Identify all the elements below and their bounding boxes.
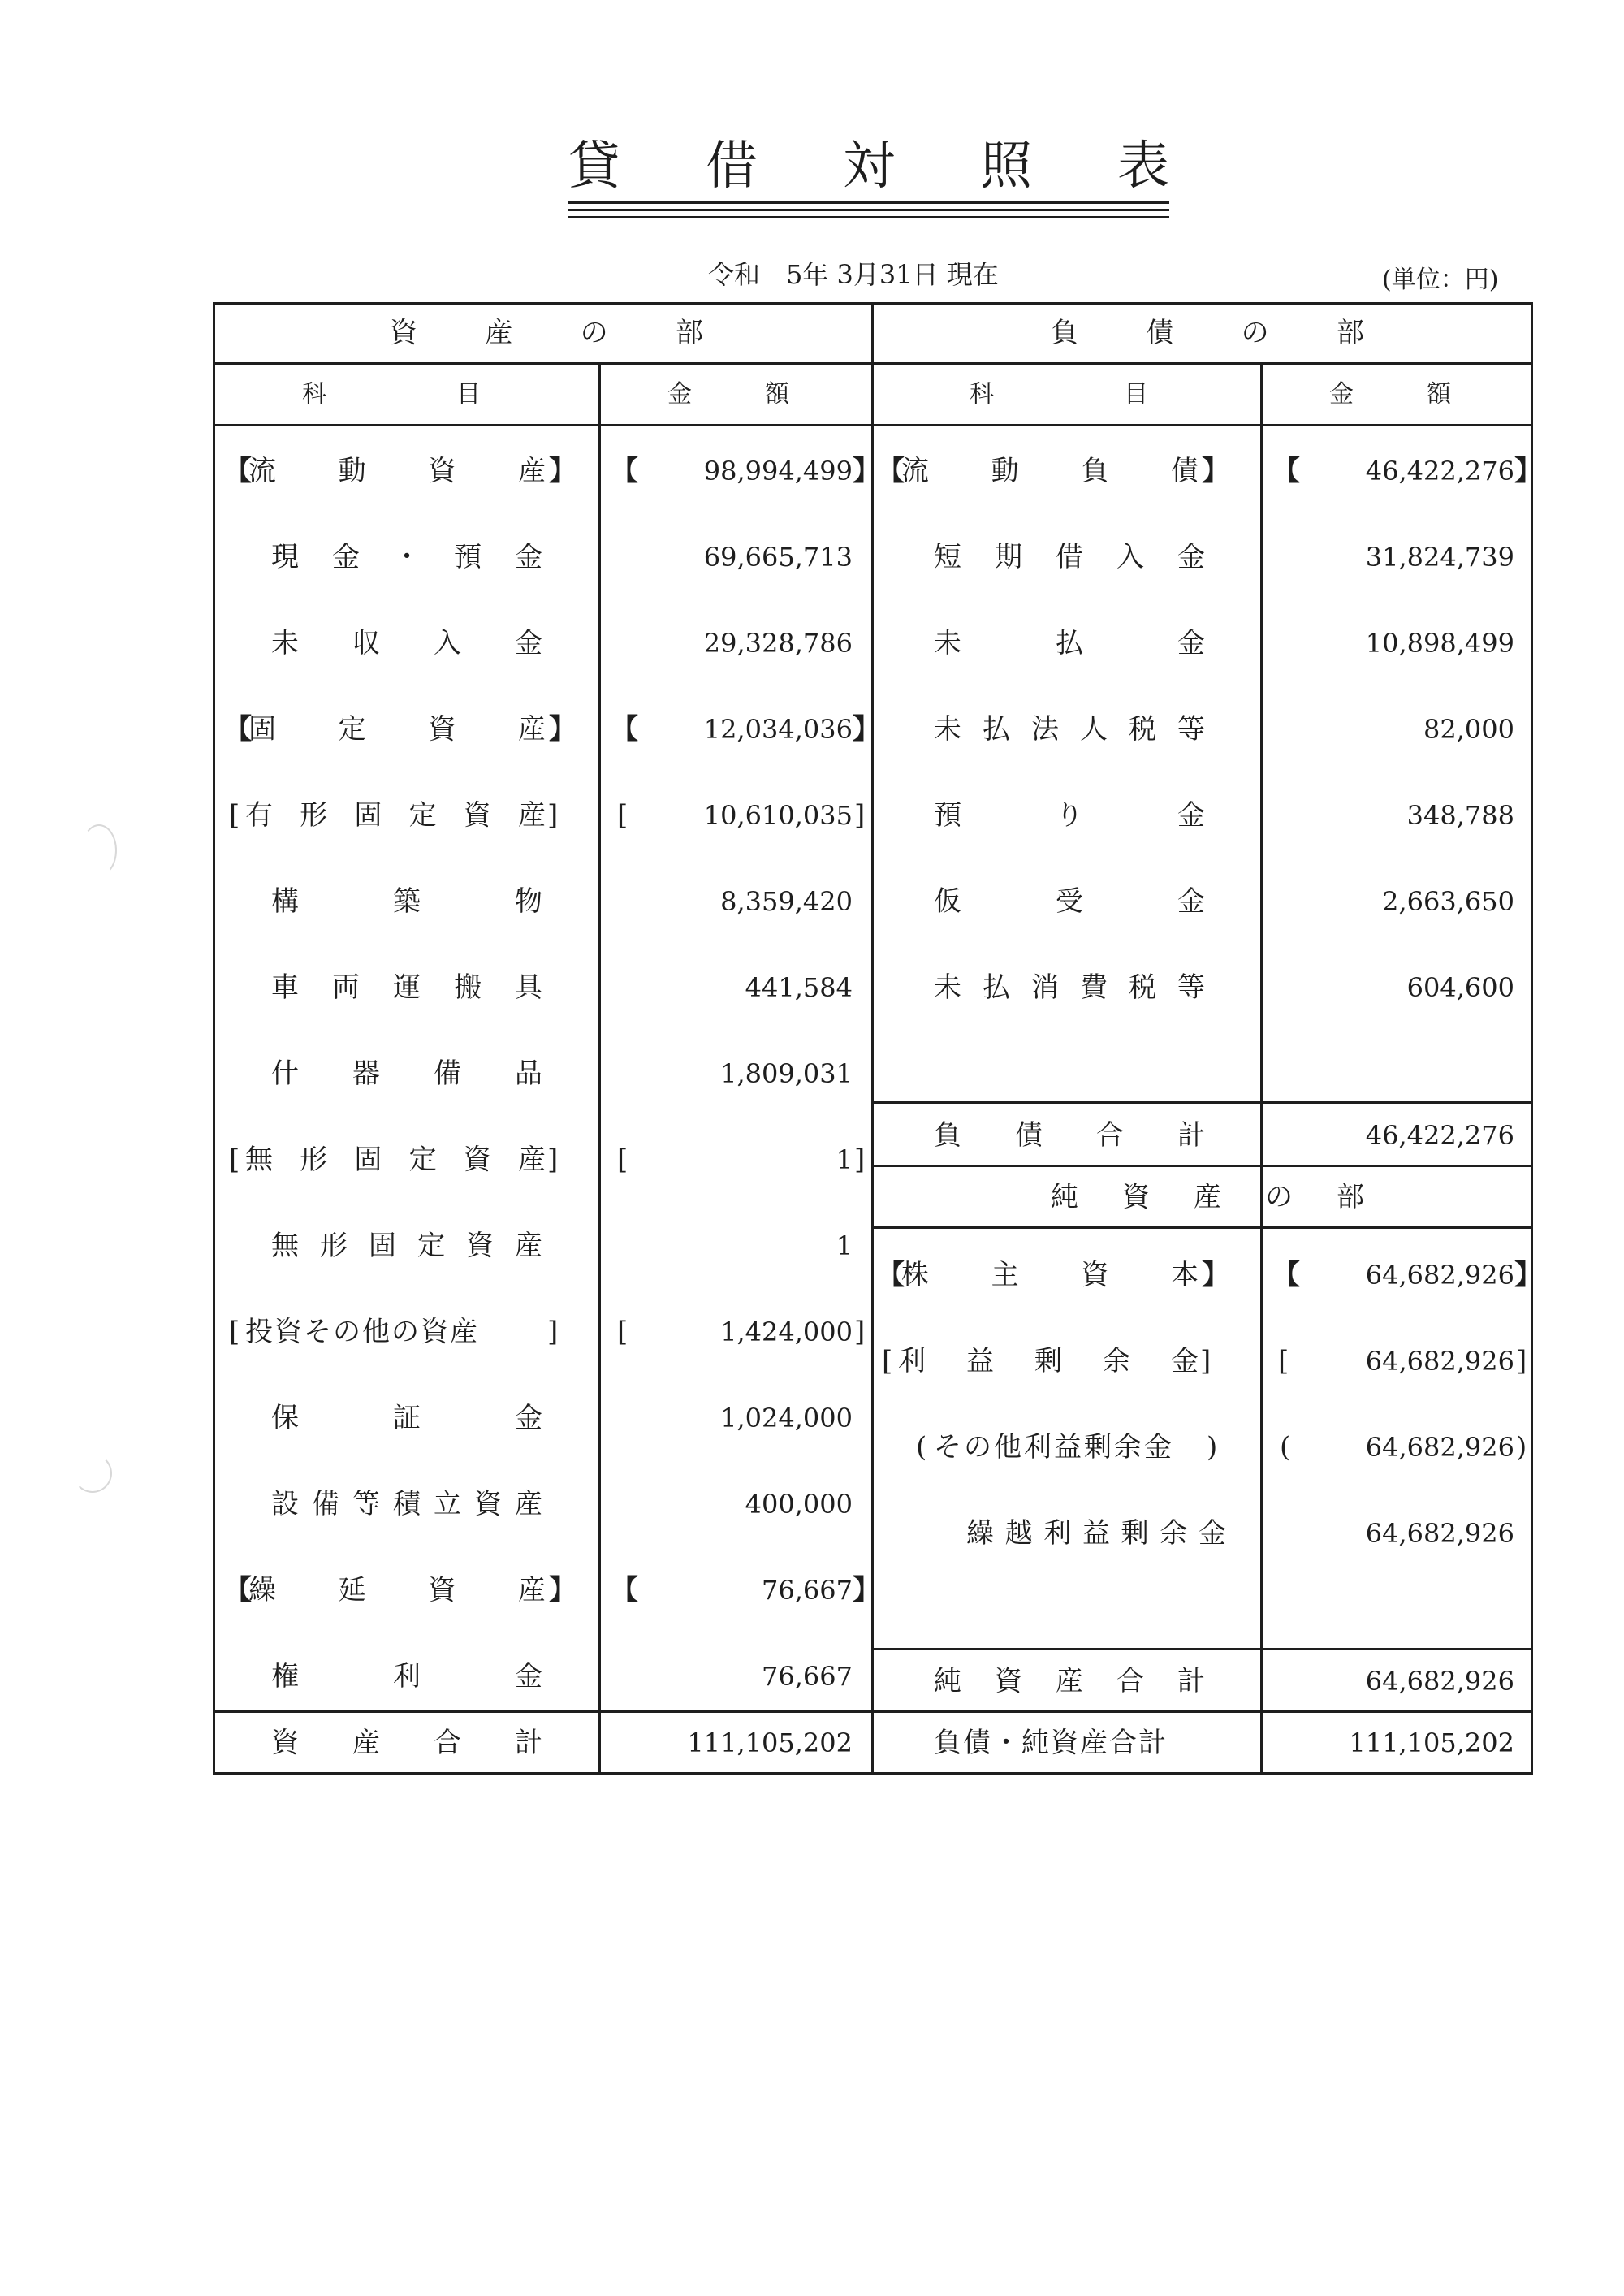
title-char: 表 [1117, 136, 1169, 197]
assets-row-label: 無 形 固 定 資 産 [271, 1230, 542, 1262]
grand-total-label: 負債・純資産合計 [934, 1727, 1168, 1759]
net-assets-row-label: 繰 越 利 益 剰 余 金 [966, 1517, 1226, 1550]
unit-label: (単位：円) [1382, 266, 1499, 294]
binder-hole-mark [81, 824, 117, 876]
liabilities-total-line [871, 1101, 1533, 1104]
liabilities-item-column-header: 科 目 [970, 380, 1148, 409]
assets-row-amount: 69,665,713 [703, 542, 853, 573]
assets-row-amount: 1,024,000 [720, 1403, 853, 1433]
assets-column-divider [598, 362, 601, 1775]
net-assets-header-line [871, 1165, 1533, 1167]
title-underline [568, 216, 1169, 218]
liabilities-total-label: 負 債 合 計 [934, 1119, 1205, 1152]
assets-row-amount: 29,328,786 [703, 628, 853, 659]
assets-row-amount: 1 [836, 1230, 853, 1261]
assets-row-amount: 400,000 [745, 1489, 853, 1520]
grand-total-line [213, 1710, 1533, 1713]
assets-row-label: 現 金 ・ 預 金 [271, 541, 542, 573]
net-assets-total-amount: 64,682,926 [1365, 1666, 1514, 1697]
liabilities-row-amount: 348,788 [1406, 800, 1514, 831]
assets-row-label: 繰 延 資 産 [248, 1574, 546, 1606]
liabilities-row-amount: 604,600 [1406, 972, 1514, 1003]
liabilities-row-amount: 82,000 [1423, 714, 1514, 745]
net-assets-row-amount: 64,682,926 [1365, 1432, 1514, 1463]
center-divider [871, 302, 874, 1775]
assets-row-label: 固 定 資 産 [248, 713, 546, 746]
binder-hole-mark [73, 1454, 112, 1493]
assets-row-amount: 1,424,000 [720, 1317, 853, 1347]
assets-total-amount: 111,105,202 [687, 1727, 853, 1758]
assets-row-label: 有 形 固 定 資 産 [245, 799, 546, 832]
liabilities-row-label: 預 り 金 [934, 799, 1205, 832]
assets-row-amount: 76,667 [762, 1575, 853, 1606]
assets-row-label: 保 証 金 [271, 1402, 542, 1434]
net-assets-total-line [871, 1648, 1533, 1650]
assets-row-amount: 8,359,420 [720, 886, 853, 917]
header-line [213, 424, 1533, 426]
liabilities-row-label: 未 払 消 費 税 等 [934, 971, 1205, 1004]
title-char: 借 [706, 136, 758, 197]
net-assets-section-header: 純 資 産 の 部 [1051, 1181, 1364, 1213]
assets-row-amount: 98,994,499 [703, 456, 853, 486]
liabilities-total-amount: 46,422,276 [1365, 1120, 1514, 1151]
assets-row-label: 権 利 金 [271, 1660, 542, 1693]
assets-row-amount: 76,667 [762, 1661, 853, 1692]
liabilities-amount-column-header: 金 額 [1329, 380, 1451, 409]
liabilities-row-label: 未 払 法 人 税 等 [934, 713, 1205, 746]
assets-amount-column-header: 金 額 [667, 380, 789, 409]
assets-row-label: 流 動 資 産 [248, 455, 546, 487]
net-assets-row-amount: 64,682,926 [1365, 1346, 1514, 1377]
net-assets-row-amount: 64,682,926 [1365, 1518, 1514, 1549]
net-assets-header-line [871, 1226, 1533, 1229]
assets-row-label: 設 備 等 積 立 資 産 [271, 1488, 542, 1520]
assets-row-amount: 441,584 [745, 972, 853, 1003]
assets-row-amount: 1,809,031 [720, 1058, 853, 1089]
liabilities-row-label: 短 期 借 入 金 [934, 541, 1205, 573]
liabilities-row-amount: 46,422,276 [1365, 456, 1514, 486]
assets-row-label: 車 両 運 搬 具 [271, 971, 542, 1004]
header-line [213, 362, 1533, 365]
assets-section-header: 資 産 の 部 [390, 317, 703, 349]
assets-row-amount: 10,610,035 [703, 800, 853, 831]
title-char: 対 [843, 136, 895, 197]
liabilities-row-label: 流 動 負 債 [901, 455, 1199, 487]
assets-row-label: 構 築 物 [271, 885, 542, 918]
assets-total-label: 資 産 合 計 [271, 1727, 542, 1759]
assets-row-amount: 1 [836, 1144, 853, 1175]
liabilities-column-divider [1260, 362, 1263, 1775]
title-underline [568, 201, 1169, 204]
document-title [568, 138, 1169, 195]
liabilities-section-header: 負 債 の 部 [1051, 317, 1364, 349]
title-char: 貸 [568, 136, 620, 197]
liabilities-row-amount: 31,824,739 [1365, 542, 1514, 573]
net-assets-row-amount: 64,682,926 [1365, 1260, 1514, 1291]
liabilities-row-amount: 2,663,650 [1382, 886, 1514, 917]
assets-row-amount: 12,034,036 [703, 714, 853, 745]
net-assets-total-label: 純 資 産 合 計 [934, 1665, 1205, 1697]
report-date: 令和 5年 3月31日 現在 [708, 259, 999, 290]
table-border [213, 302, 215, 1775]
liabilities-row-label: 仮 受 金 [934, 885, 1205, 918]
net-assets-row-label: 利 益 剰 余 金 [898, 1345, 1199, 1377]
assets-row-label: 什 器 備 品 [271, 1057, 542, 1090]
assets-row-label: 未 収 入 金 [271, 627, 542, 659]
title-underline [568, 209, 1169, 211]
grand-total-amount: 111,105,202 [1349, 1727, 1514, 1758]
assets-row-label: 投資その他の資産 [245, 1316, 479, 1348]
balance-sheet-table: 資 産 の 部 負 債 の 部 科 目 金 額 科 目 金 額 【 流 動 資 産 】 【 98,994,499 】 現 金 ・ 預 金 69,665,713 未 収 入 金 29,328,786 【 固 定 資 産 】 【 12,034,036 】 [ 有 形 固 定 資 産 ] [ 10,610,035 ] 構 築 物 8,359,420 車 両 運 搬 具 441,584 什 器 備 品 1,809,031 [ 無 形 固 定 資 産 ] [ 1 ] 無 形 固 定 資 産 1 [ 投資その他の資産 ] [ 1,424,000 ] 保 証 金 1,024,000 設 備 等 積 立 資 産 400,000 【 繰 延 資 産 】 【 76,667 】 権 利 金 76,667 資 産 合 計 111,105,202 【 流 動 負 債 】 【 46,422,276 】 短 期 借 入 金 31,824,739 未 払 金 10,898,499 未 払 法 人 税 等 82,000 預 り 金 348,788 仮 受 金 2,663,650 未 払 消 費 税 等 604,600 負 債 合 計 46,422,276 純 資 産 の 部 【 株 主 資 本 】 【 64,682,926 】 [ 利 益 剰 余 金 ] [ 64,682,926 ] ( その他利益剰余金 ) ( 64,682,926 ) 繰 越 利 益 剰 余 金 64,682,926 純 資 産 合 計 64,682,926 負債・純資産合計 111,105,202 [213, 302, 1533, 1775]
net-assets-row-label: その他利益剰余金 [934, 1431, 1174, 1464]
liabilities-row-label: 未 払 金 [934, 627, 1205, 659]
table-border [1531, 302, 1533, 1775]
liabilities-row-amount: 10,898,499 [1365, 628, 1514, 659]
title-char: 照 [980, 136, 1032, 197]
net-assets-row-label: 株 主 資 本 [901, 1259, 1199, 1291]
assets-row-label: 無 形 固 定 資 産 [245, 1144, 546, 1176]
assets-item-column-header: 科 目 [302, 380, 481, 409]
